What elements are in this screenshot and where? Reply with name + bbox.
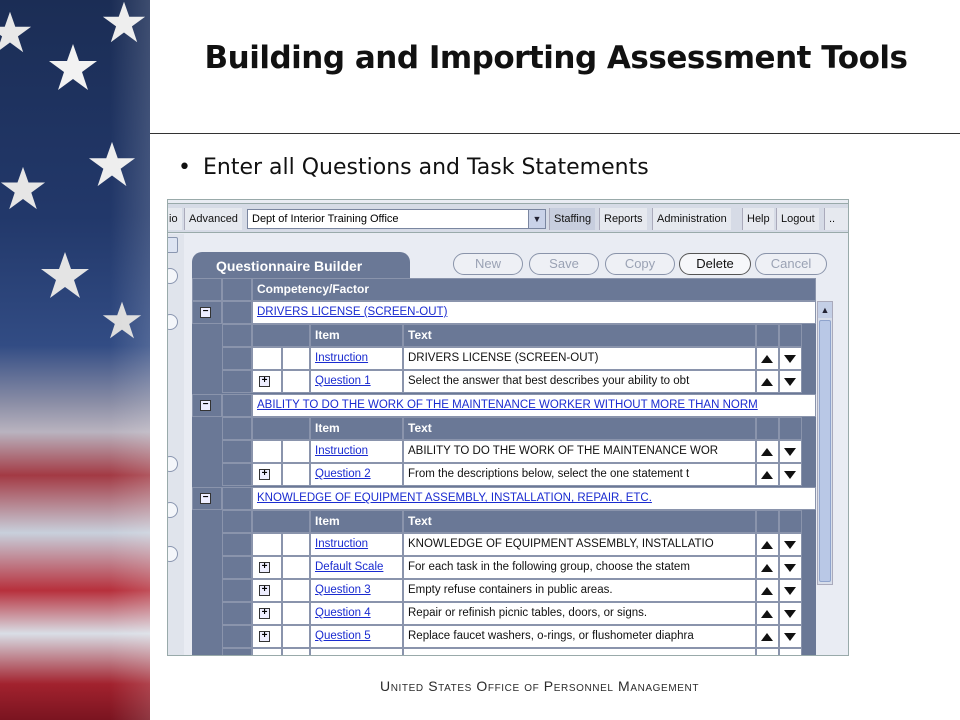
item-cell [310, 440, 403, 463]
spacer-cell [282, 440, 310, 463]
spacer-cell [222, 648, 252, 656]
scrollbar-thumb[interactable] [819, 320, 831, 582]
move-down-cell [779, 533, 802, 556]
move-down-icon[interactable] [784, 610, 796, 618]
move-down-cell [779, 625, 802, 648]
item-text: Select the answer that best describes your ability to obt [403, 370, 756, 393]
move-up-cell [756, 533, 779, 556]
new-button[interactable]: New [453, 253, 523, 275]
spacer-cell [222, 394, 252, 417]
item-text: KNOWLEDGE OF EQUIPMENT ASSEMBLY, INSTALLATIO [403, 533, 756, 556]
item-link[interactable]: Question 3 [315, 584, 371, 596]
move-up-cell [756, 370, 779, 393]
competency-row [192, 301, 816, 324]
move-down-icon[interactable] [784, 587, 796, 595]
competency-link[interactable]: DRIVERS LICENSE (SCREEN-OUT) [257, 306, 448, 318]
item-header-row [192, 510, 816, 533]
expand-cell [252, 648, 282, 656]
item-column-header: Item [310, 510, 403, 533]
move-up-icon[interactable] [761, 587, 773, 595]
spacer-cell [252, 417, 310, 440]
item-cell [310, 533, 403, 556]
spacer-cell [222, 510, 252, 533]
item-text: Empty refuse containers in public areas. [403, 579, 756, 602]
checkbox-icon[interactable] [167, 237, 178, 253]
item-text: Replace faucet washers, o-rings, or flushometer diaphra [403, 625, 756, 648]
move-down-icon[interactable] [784, 378, 796, 386]
delete-button[interactable]: Delete [679, 253, 751, 275]
expand-cell [252, 370, 282, 393]
expand-icon[interactable]: + [259, 608, 270, 619]
item-row [192, 602, 816, 625]
item-text: ABILITY TO DO THE WORK OF THE MAINTENANCE WOR [403, 440, 756, 463]
item-link[interactable]: Default Scale [315, 561, 384, 573]
move-down-icon[interactable] [784, 564, 796, 572]
item-link[interactable]: Question 5 [315, 630, 371, 642]
spacer-cell [222, 533, 252, 556]
bullet-text: Enter all Questions and Task Statements [203, 155, 649, 180]
item-column-header: Item [310, 417, 403, 440]
questionnaire-builder-tab[interactable]: Questionnaire Builder [192, 252, 410, 278]
competency-link[interactable]: KNOWLEDGE OF EQUIPMENT ASSEMBLY, INSTALLATION, REPAIR, ETC. [257, 492, 652, 504]
item-row [192, 463, 816, 486]
move-down-cell [779, 602, 802, 625]
competency-row [192, 487, 816, 510]
office-select-value: Dept of Interior Training Office [252, 213, 399, 225]
item-link[interactable]: Instruction [315, 445, 369, 457]
move-down-cell [779, 556, 802, 579]
move-down-icon[interactable] [784, 355, 796, 363]
competency-factor-header: Competency/Factor [252, 278, 816, 301]
item-link[interactable]: Question 4 [315, 607, 371, 619]
star-icon [48, 42, 98, 92]
spacer-cell [222, 487, 252, 510]
expand-cell [252, 440, 282, 463]
move-up-cell [756, 463, 779, 486]
expand-cell [252, 579, 282, 602]
tree-header-row [192, 278, 816, 301]
star-icon [0, 10, 32, 54]
item-text: Repair or refinish picnic tables, doors, or signs. [403, 602, 756, 625]
move-up-cell [756, 648, 779, 656]
move-up-icon[interactable] [761, 355, 773, 363]
move-down-cell [779, 370, 802, 393]
nav-tab-more[interactable]: .. [824, 208, 849, 230]
item-text: DRIVERS LICENSE (SCREEN-OUT) [403, 347, 756, 370]
spacer-cell [222, 324, 252, 347]
copy-button[interactable]: Copy [605, 253, 675, 275]
spacer-cell [779, 324, 802, 347]
move-up-cell [756, 602, 779, 625]
spacer-cell [222, 417, 252, 440]
item-link[interactable]: Question 2 [315, 468, 371, 480]
star-icon [88, 140, 136, 188]
move-up-icon[interactable] [761, 378, 773, 386]
item-cell [310, 579, 403, 602]
expand-cell [252, 625, 282, 648]
spacer-cell [282, 463, 310, 486]
competency-name-cell [252, 301, 816, 324]
expand-cell [252, 533, 282, 556]
nav-tab-advanced[interactable]: Advanced [184, 208, 242, 230]
item-cell [310, 602, 403, 625]
item-text: For each task in the following group, choose the statem [403, 556, 756, 579]
item-column-header: Item [310, 324, 403, 347]
spacer-cell [252, 510, 310, 533]
radio-icon[interactable] [167, 502, 178, 518]
move-down-cell [779, 347, 802, 370]
spacer-cell [222, 625, 252, 648]
spacer-cell [222, 556, 252, 579]
move-down-icon[interactable] [784, 541, 796, 549]
spacer-cell [779, 510, 802, 533]
radio-icon[interactable] [167, 314, 178, 330]
move-up-cell [756, 556, 779, 579]
move-up-icon[interactable] [761, 610, 773, 618]
spacer-cell [756, 510, 779, 533]
left-panel-edge [168, 234, 184, 656]
spacer-cell [222, 301, 252, 324]
move-up-icon[interactable] [761, 471, 773, 479]
radio-icon[interactable] [167, 268, 178, 284]
item-row [192, 370, 816, 393]
spacer-cell [222, 370, 252, 393]
item-row [192, 556, 816, 579]
item-header-row [192, 324, 816, 347]
item-row [192, 533, 816, 556]
cancel-button[interactable]: Cancel [755, 253, 827, 275]
spacer-cell [756, 417, 779, 440]
move-down-icon[interactable] [784, 471, 796, 479]
bullet-dot: • [178, 155, 191, 180]
footer-agency-name: United States Office of Personnel Management [380, 678, 700, 694]
move-up-cell [756, 625, 779, 648]
item-text: From the descriptions below, select the one statement t [403, 463, 756, 486]
bullet-point [178, 155, 649, 180]
move-down-cell [779, 579, 802, 602]
move-up-icon[interactable] [761, 448, 773, 456]
text-column-header: Text [403, 510, 756, 533]
nav-tab-reports[interactable]: Reports [599, 208, 647, 230]
item-cell [310, 463, 403, 486]
competency-name-cell [252, 487, 816, 510]
expand-cell [252, 347, 282, 370]
item-cell [310, 370, 403, 393]
spacer-cell [282, 533, 310, 556]
star-icon [40, 250, 90, 300]
scroll-up-icon[interactable]: ▲ [818, 302, 832, 318]
text-column-header: Text [403, 417, 756, 440]
item-text [403, 648, 756, 656]
move-down-icon[interactable] [784, 633, 796, 641]
spacer-cell [222, 602, 252, 625]
nav-tab-staffing[interactable]: Staffing [549, 208, 595, 230]
spacer-cell [282, 370, 310, 393]
app-screenshot [167, 199, 849, 656]
move-down-cell [779, 463, 802, 486]
item-row [192, 579, 816, 602]
spacer-cell [282, 556, 310, 579]
spacer-cell [222, 440, 252, 463]
top-nav-bar [168, 203, 849, 233]
spacer-cell [252, 324, 310, 347]
spacer-cell [222, 463, 252, 486]
item-cell [310, 648, 403, 656]
move-down-cell [779, 648, 802, 656]
item-link[interactable]: Question 1 [315, 375, 371, 387]
item-cell [310, 625, 403, 648]
move-up-icon[interactable] [761, 564, 773, 572]
collapse-icon[interactable]: − [200, 400, 211, 411]
spacer-cell [282, 579, 310, 602]
expand-icon[interactable]: + [259, 631, 270, 642]
expand-cell [252, 556, 282, 579]
expand-icon[interactable]: + [259, 585, 270, 596]
radio-icon[interactable] [167, 456, 178, 472]
item-row [192, 648, 816, 656]
expand-cell [252, 602, 282, 625]
questionnaire-tree [192, 278, 816, 656]
move-up-cell [756, 440, 779, 463]
competency-row [192, 394, 816, 417]
star-icon [102, 300, 142, 340]
nav-tab-help[interactable]: Help [742, 208, 774, 230]
item-row [192, 440, 816, 463]
slide-title: Building and Importing Assessment Tools [204, 40, 908, 76]
expand-icon[interactable]: + [259, 562, 270, 573]
expand-icon[interactable]: + [259, 376, 270, 387]
spacer-cell [756, 324, 779, 347]
spacer-cell [222, 579, 252, 602]
spacer-cell [282, 602, 310, 625]
spacer-cell [222, 347, 252, 370]
collapse-icon[interactable]: − [200, 307, 211, 318]
title-divider [150, 133, 960, 134]
competency-name-cell [252, 394, 816, 417]
collapse-icon[interactable]: − [200, 493, 211, 504]
tree-header-spacer [192, 278, 222, 301]
office-select[interactable] [247, 209, 546, 229]
move-up-cell [756, 347, 779, 370]
text-column-header: Text [403, 324, 756, 347]
expand-cell [252, 463, 282, 486]
expand-icon[interactable]: + [259, 469, 270, 480]
vertical-scrollbar[interactable] [817, 301, 833, 585]
move-up-cell [756, 579, 779, 602]
item-cell [310, 556, 403, 579]
spacer-cell [779, 417, 802, 440]
nav-tab-administration[interactable]: Administration [652, 208, 731, 230]
spacer-cell [282, 625, 310, 648]
item-cell [310, 347, 403, 370]
nav-tab-logout[interactable]: Logout [776, 208, 819, 230]
tree-header-spacer [222, 278, 252, 301]
star-icon [102, 0, 146, 44]
nav-tab-partial[interactable]: io [168, 208, 182, 230]
move-down-icon[interactable] [784, 448, 796, 456]
spacer-cell [282, 347, 310, 370]
item-header-row [192, 417, 816, 440]
item-link[interactable]: Instruction [315, 538, 369, 550]
move-up-icon[interactable] [761, 541, 773, 549]
star-icon [0, 165, 46, 211]
spacer-cell [282, 648, 310, 656]
item-row [192, 625, 816, 648]
toggle-cell [192, 487, 222, 510]
chevron-down-icon[interactable]: ▼ [528, 210, 545, 228]
save-button[interactable]: Save [529, 253, 599, 275]
toggle-cell [192, 394, 222, 417]
competency-link[interactable]: ABILITY TO DO THE WORK OF THE MAINTENANCE WORKER WITHOUT MORE THAN NORM [257, 399, 758, 411]
radio-icon[interactable] [167, 546, 178, 562]
item-link[interactable]: Instruction [315, 352, 369, 364]
item-row [192, 347, 816, 370]
toggle-cell [192, 301, 222, 324]
american-flag-image [0, 0, 150, 720]
move-up-icon[interactable] [761, 633, 773, 641]
move-down-cell [779, 440, 802, 463]
